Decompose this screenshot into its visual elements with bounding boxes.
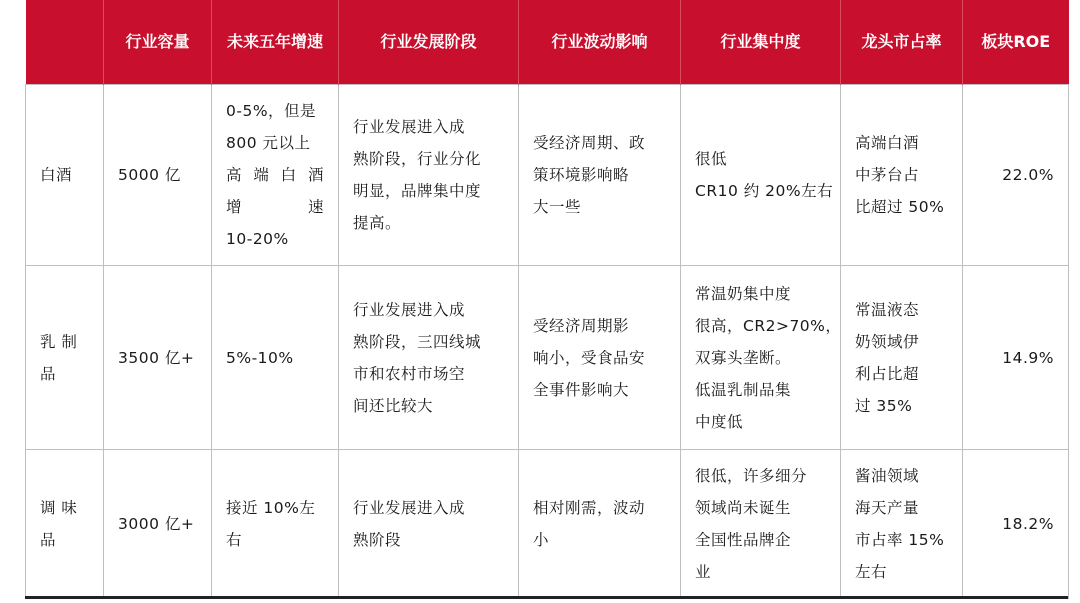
- industry-name-cell: 调 味 品: [26, 450, 104, 599]
- industry-comparison-table: [25, 0, 1069, 599]
- header-concentration: 行业集中度: [681, 0, 841, 85]
- roe-cell: 22.0%: [963, 85, 1069, 266]
- concentration-cell: 很低 CR10 约 20%左右: [681, 85, 841, 266]
- volatility-cell: 受经济周期影 响小，受食品安 全事件影响大: [519, 266, 681, 450]
- table-row: [26, 450, 1069, 599]
- capacity-cell: 5000 亿: [104, 85, 212, 266]
- volatility-cell: 相对刚需，波动 小: [519, 450, 681, 599]
- leader-share-cell: 高端白酒 中茅台占 比超过 50%: [841, 85, 963, 266]
- header-capacity: 行业容量: [104, 0, 212, 85]
- stage-cell: 行业发展进入成 熟阶段，三四线城 市和农村市场空 间还比较大: [339, 266, 519, 450]
- header-growth: 未来五年增速: [212, 0, 339, 85]
- capacity-cell: 3000 亿+: [104, 450, 212, 599]
- roe-cell: 18.2%: [963, 450, 1069, 599]
- header-leader-share: 龙头市占率: [841, 0, 963, 85]
- table-row: [26, 85, 1069, 266]
- capacity-cell: 3500 亿+: [104, 266, 212, 450]
- concentration-cell: 常温奶集中度 很高，CR2>70%， 双寡头垄断。 低温乳制品集 中度低: [681, 266, 841, 450]
- header-row: [26, 0, 1069, 85]
- growth-cell: 接近 10%左 右: [212, 450, 339, 599]
- concentration-cell: 很低，许多细分 领域尚未诞生 全国性品牌企 业: [681, 450, 841, 599]
- header-volatility: 行业波动影响: [519, 0, 681, 85]
- roe-cell: 14.9%: [963, 266, 1069, 450]
- table-row: [26, 266, 1069, 450]
- volatility-cell: 受经济周期、政 策环境影响略 大一些: [519, 85, 681, 266]
- industry-name-cell: 乳 制 品: [26, 266, 104, 450]
- growth-cell: 5%-10%: [212, 266, 339, 450]
- growth-cell: 0-5%，但是 800 元以上 高端白酒 增 速 10-20%: [212, 85, 339, 266]
- table-bottom-rule: [25, 596, 1068, 599]
- header-industry: [26, 0, 104, 85]
- stage-cell: 行业发展进入成 熟阶段，行业分化 明显，品牌集中度 提高。: [339, 85, 519, 266]
- header-roe: 板块ROE: [963, 0, 1069, 85]
- stage-cell: 行业发展进入成 熟阶段: [339, 450, 519, 599]
- leader-share-cell: 酱油领域 海天产量 市占率 15% 左右: [841, 450, 963, 599]
- header-stage: 行业发展阶段: [339, 0, 519, 85]
- leader-share-cell: 常温液态 奶领域伊 利占比超 过 35%: [841, 266, 963, 450]
- industry-name-cell: 白酒: [26, 85, 104, 266]
